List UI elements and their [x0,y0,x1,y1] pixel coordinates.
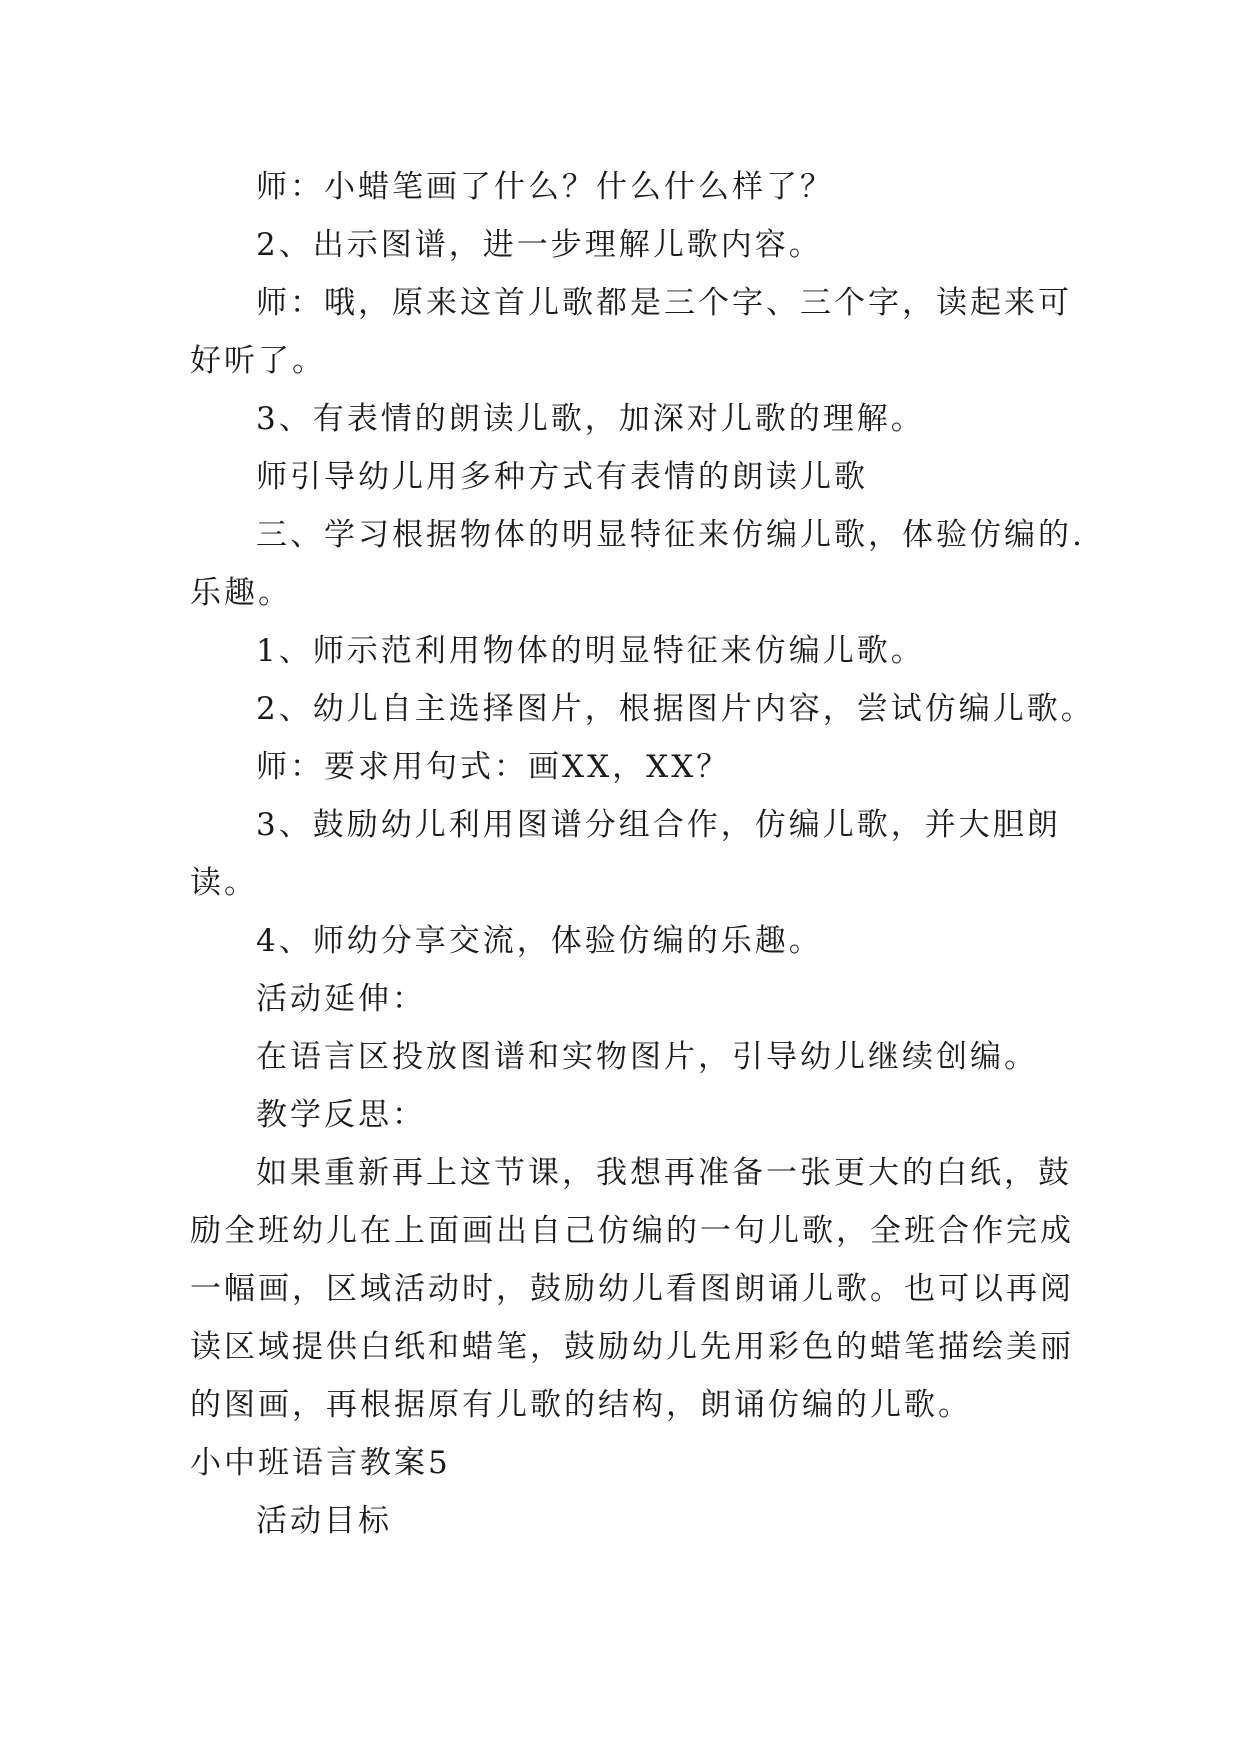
paragraph-line: 的图画，再根据原有儿歌的结构，朗诵仿编的儿歌。 [190,1387,972,1423]
section-heading: 小中班语言教案5 [190,1445,451,1481]
paragraph-line: 师引导幼儿用多种方式有表情的朗读儿歌 [256,459,868,495]
paragraph-line: 师：小蜡笔画了什么？什么什么样了？ [256,169,834,205]
paragraph-line: 教学反思： [256,1097,426,1133]
paragraph-line: 一幅画，区域活动时，鼓励幼儿看图朗诵儿歌。也可以再阅 [190,1271,1074,1307]
paragraph-1 [190,158,1070,216]
paragraph-4 [190,390,1070,448]
paragraph-line: 三、学习根据物体的明显特征来仿编儿歌，体验仿编的. [256,517,1085,553]
paragraph-line: 乐趣。 [190,575,292,611]
paragraph-10 [190,796,1070,912]
section-first-item [190,1492,1070,1550]
paragraph-line: 4、师幼分享交流，体验仿编的乐趣。 [256,923,823,959]
paragraph-13 [190,1028,1070,1086]
paragraph-line: 活动延伸： [256,981,426,1017]
paragraph-line: 2、出示图谱，进一步理解儿歌内容。 [256,227,823,263]
paragraph-5 [190,448,1070,506]
paragraph-12 [190,970,1070,1028]
paragraph-line: 师：要求用句式：画XX，XX？ [256,749,731,785]
paragraph-line: 读区域提供白纸和蜡笔，鼓励幼儿先用彩色的蜡笔描绘美丽 [190,1329,1074,1365]
paragraph-line: 好听了。 [190,343,326,379]
paragraph-line: 3、有表情的朗读儿歌，加深对儿歌的理解。 [256,401,925,437]
paragraph-8 [190,680,1095,738]
paragraph-3 [190,274,1070,390]
document-body [190,158,1095,1550]
paragraph-6 [190,506,1085,622]
paragraph-line: 读。 [190,865,258,901]
paragraph-line: 活动目标 [256,1503,392,1539]
paragraph-9 [190,738,1070,796]
paragraph-line: 2、幼儿自主选择图片，根据图片内容，尝试仿编儿歌。 [256,691,1095,727]
paragraph-line: 如果重新再上这节课，我想再准备一张更大的白纸，鼓 [256,1155,1072,1191]
paragraph-2 [190,216,1070,274]
paragraph-line: 励全班幼儿在上面画出自己仿编的一句儿歌，全班合作完成 [190,1213,1074,1249]
paragraph-11 [190,912,1070,970]
paragraph-line: 师：哦，原来这首儿歌都是三个字、三个字，读起来可 [256,285,1072,321]
paragraph-15 [190,1144,1074,1434]
paragraph-7 [190,622,1070,680]
paragraph-line: 在语言区投放图谱和实物图片，引导幼儿继续创编。 [256,1039,1038,1075]
paragraph-line: 1、师示范利用物体的明显特征来仿编儿歌。 [256,633,925,669]
paragraph-line: 3、鼓励幼儿利用图谱分组合作，仿编儿歌，并大胆朗 [256,807,1061,843]
paragraph-14 [190,1086,1070,1144]
